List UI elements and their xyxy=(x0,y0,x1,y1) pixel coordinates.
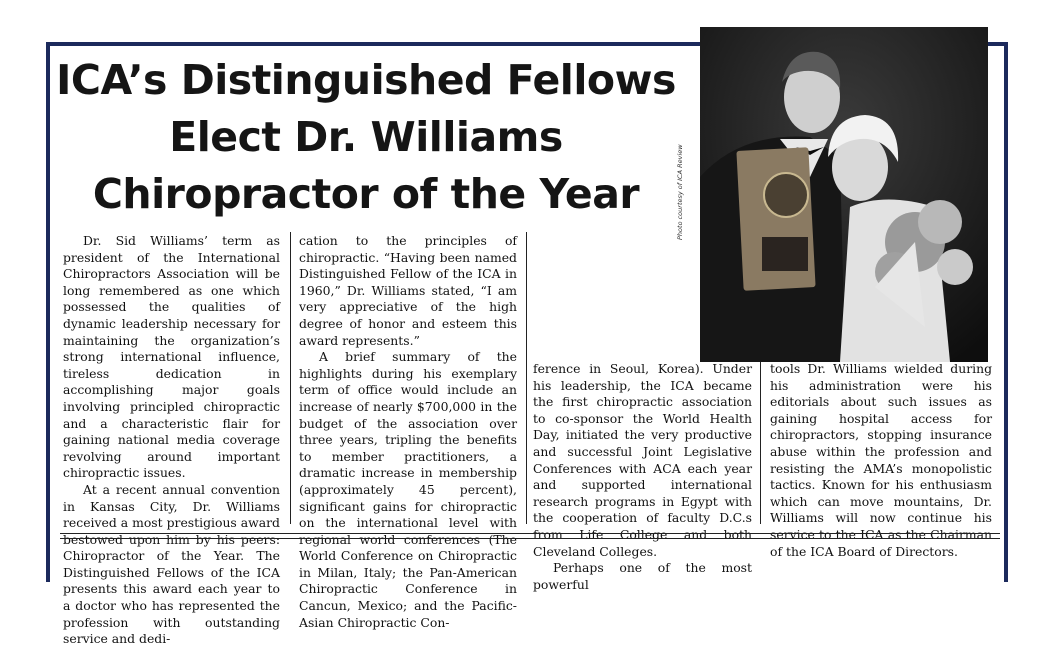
award-photo xyxy=(700,27,988,362)
column-rule xyxy=(760,362,761,524)
bottom-rule xyxy=(60,533,1000,534)
paragraph: A brief summary of the highlights during his exemplary term of office would include an increase of nearly $700,000 in the budget of the association over three years, tripling the benefits to member practitioners, a dramatic increase in membership (approximately 45 percent), significant gains for chiropractic on the international level with regional world conferences (The World Conference on Chiropractic in Milan, Italy; the Pan-American Chiropractic Conference in Cancun, Mexico; and the Pacific-Asian Chiropractic Con- xyxy=(299,349,517,630)
headline-line-2: Elect Dr. Williams xyxy=(169,113,563,161)
paragraph: Perhaps one of the most powerful xyxy=(533,560,752,592)
article-column-2 xyxy=(299,233,517,631)
bottom-rule xyxy=(60,538,1000,539)
article-column-3 xyxy=(533,361,752,593)
paragraph: Dr. Sid Williams’ term as president of the International Chiropractors Association will be long remembered as one which possessed the qualities of dynamic leadership necessary for maintaining the organization’s strong international influence, tireless dedication in accomplishing major goals involving principled chiropractic and a characteristic flair for gaining national media coverage revolving around important chiropractic issues. xyxy=(63,233,280,481)
paragraph: tools Dr. Williams wielded during his administration were his editorials about such issues as gaining hospital access for chiropractors, stopping insurance abuse within the profession and resisting the AMA’s monopolistic tactics. Known for his enthusiasm which can move mountains, Dr. Williams will now continue his service to the ICA as the Chairman of the ICA Board of Directors. xyxy=(770,361,992,559)
headline-line-1: ICA’s Distinguished Fellows xyxy=(56,56,676,104)
award-photo-illustration xyxy=(700,27,988,362)
column-rule xyxy=(526,232,527,524)
paragraph: At a recent annual convention in Kansas City, Dr. Williams received a most prestigious award bestowed upon him by his peers: Chiropractor of the Year. The Distinguished Fellows of the ICA presents this award each year to a doctor who has represented the profession with outstanding service and dedi- xyxy=(63,481,280,647)
photo-credit: Photo courtesy of ICA Review xyxy=(676,144,684,240)
headline xyxy=(56,52,676,223)
column-rule xyxy=(290,232,291,524)
article-column-4 xyxy=(770,361,992,560)
article-column-1 xyxy=(63,233,280,648)
headline-line-3: Chiropractor of the Year xyxy=(92,170,640,218)
paragraph: cation to the principles of chiropractic. “Having been named Distinguished Fellow of the ICA in 1960,” Dr. Williams stated, “I am very appreciative of the high degree of honor and esteem this award represents.” xyxy=(299,233,517,348)
paragraph: ference in Seoul, Korea). Under his leadership, the ICA became the first chiropractic association to co-sponsor the World Health Day, initiated the very productive and successful Joint Legislative Conferences with ACA each year and supported international research programs in Egypt with the cooperation of faculty D.C.s from Life College and both Cleveland Colleges. xyxy=(533,361,752,559)
